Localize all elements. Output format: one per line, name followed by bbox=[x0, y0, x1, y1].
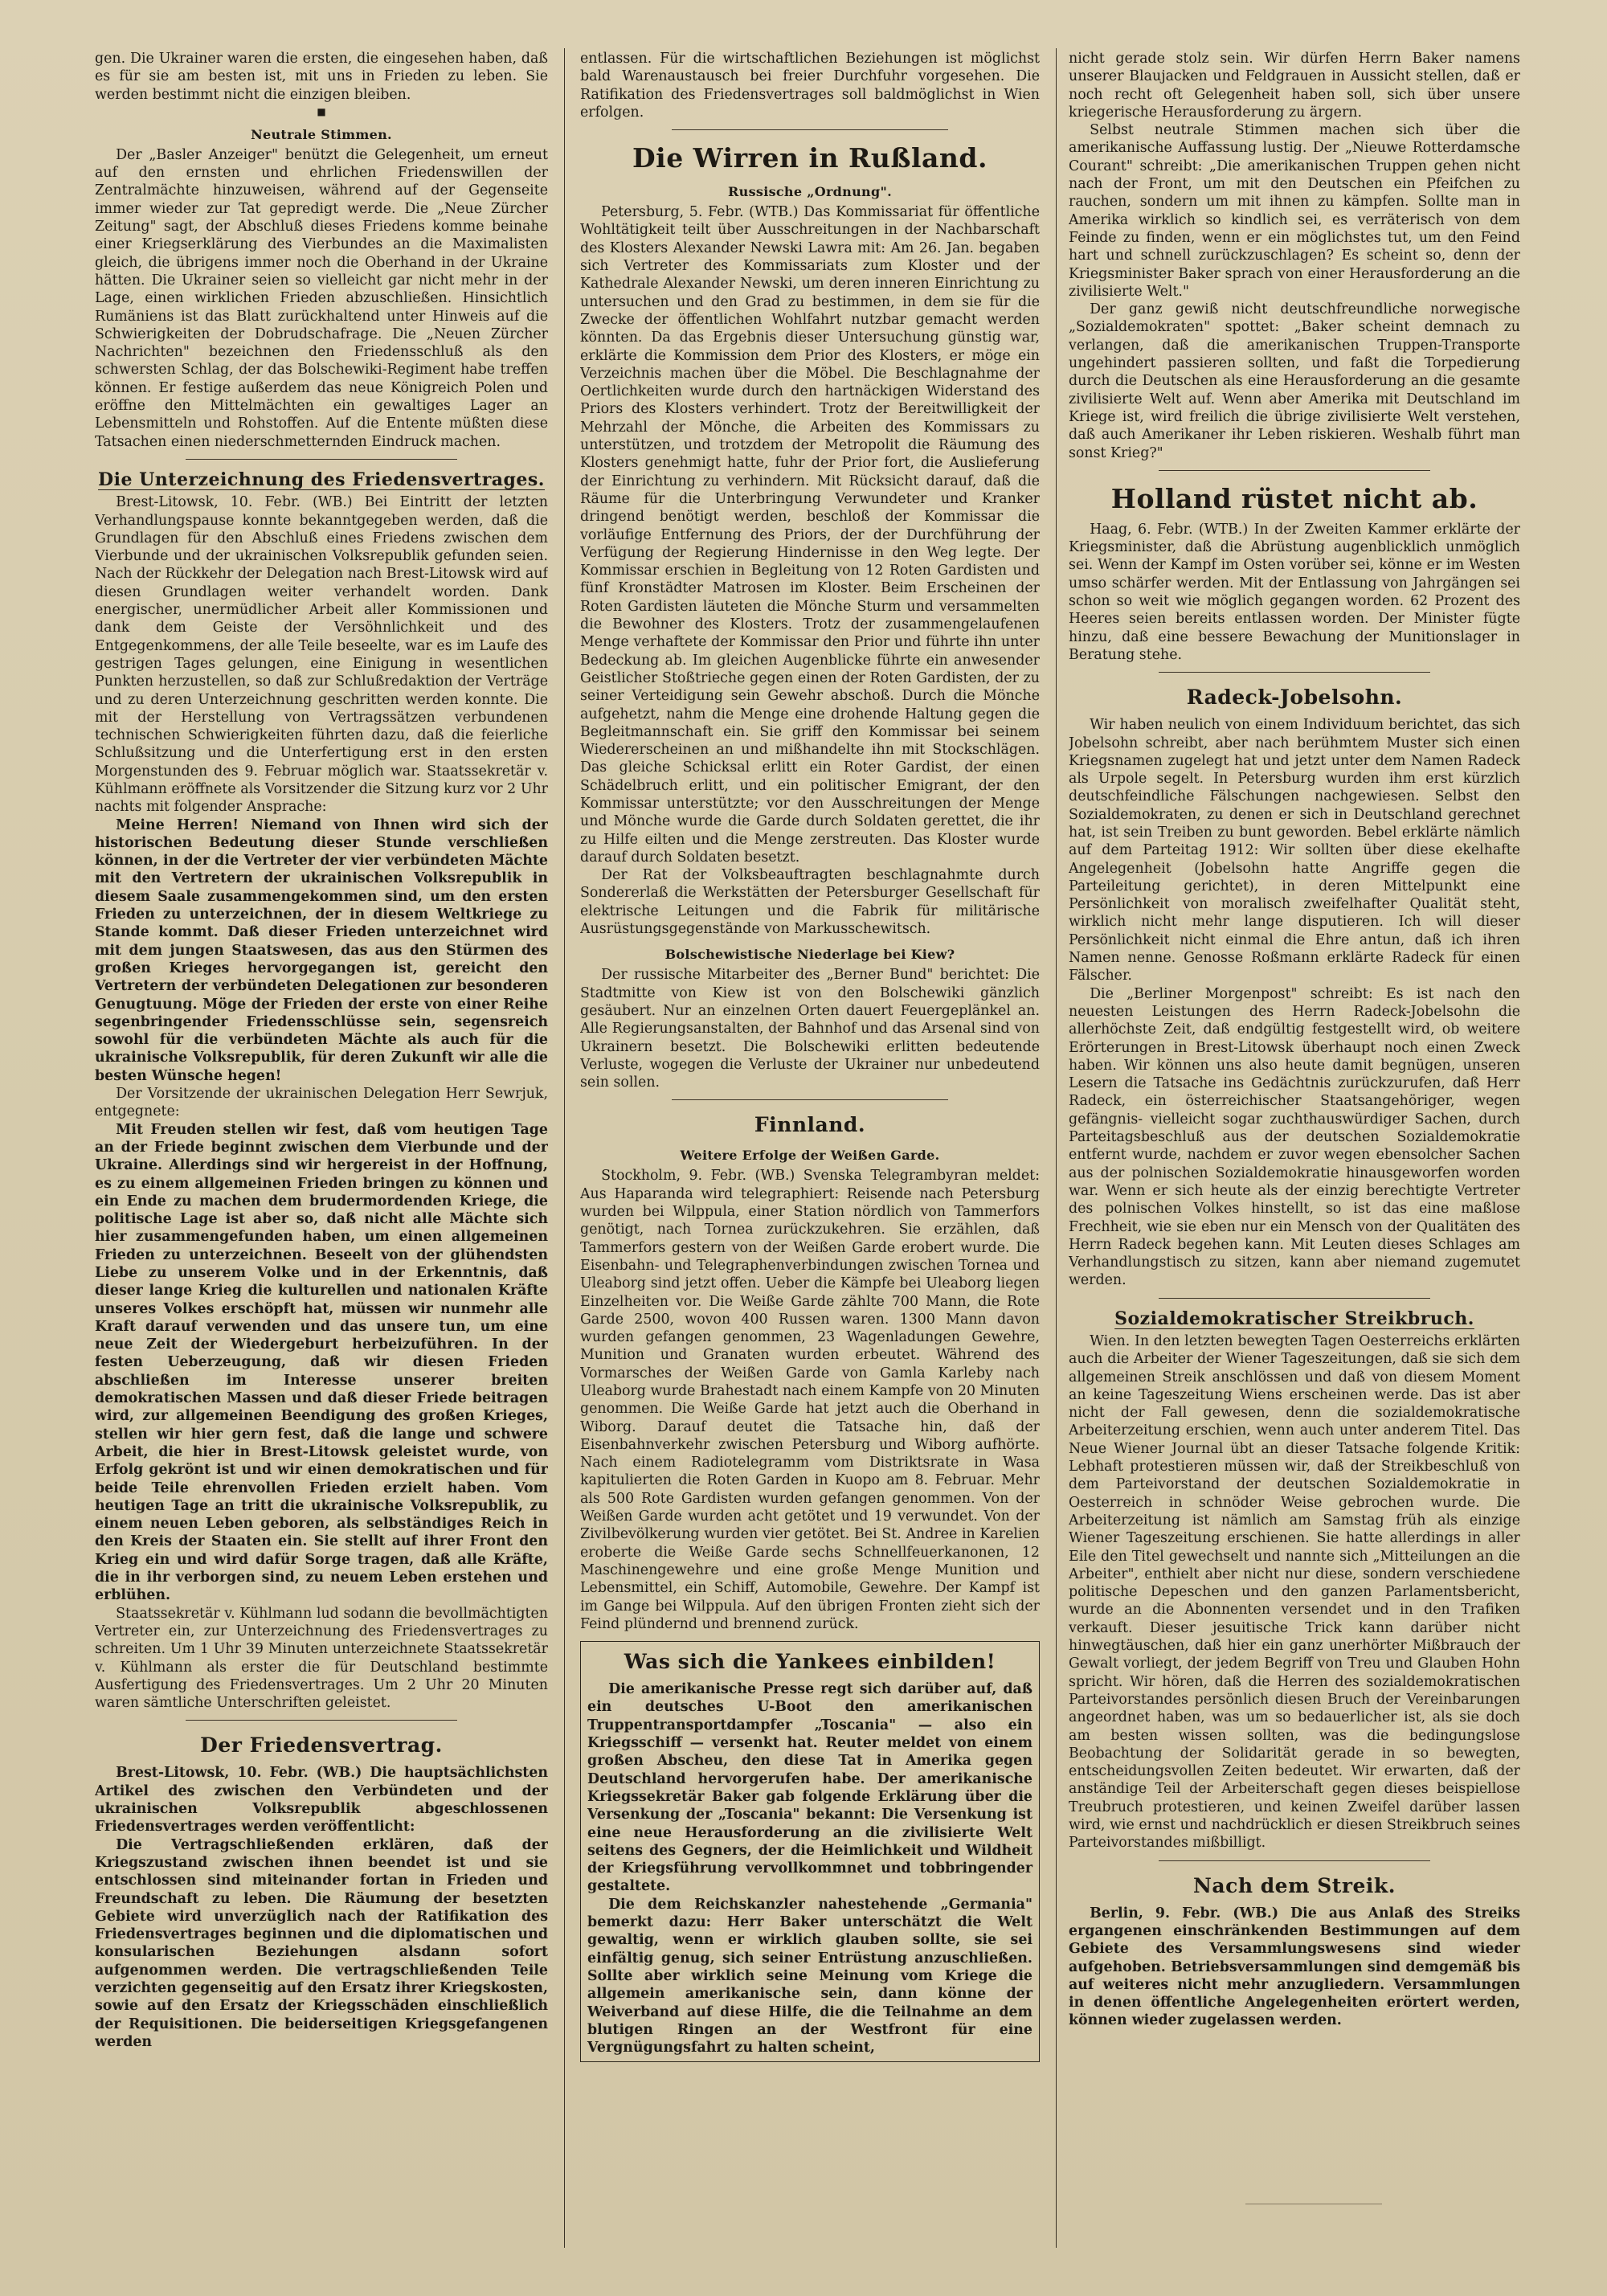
article-paragraph: Wien. In den letzten bewegten Tagen Oesterreichs erklärten auch die Arbeiter der Wiener Tageszeitungen, daß sie sich dem allgemeinen Streik anschlössen und daß von diesem Moment an keine Tageszeitung Wiens erscheinen werde. Das ist aber nicht der Fall gewesen, denn die sozialdemokratische Arbeiterzeitung erschien, wenn auch unter anderem Titel. Das Neue Wiener Journal übt an dieser Tatsache folgende Kritik: Lebhaft protestieren müssen wir, daß der Streikbeschluß von dem Parteivorstand der deutschen Sozialdemokratie in Oesterreich in schnöder Weise gebrochen wurde. Die Arbeiterzeitung ist nämlich am Samstag früh als einzige Wiener Tageszeitung erschienen. Sie hatte allerdings in aller Eile den Titel gewechselt und nannte sich „Mitteilungen an die Arbeiter", enthielt aber nicht nur diese, sondern verschiedene politische Depeschen und den ganzen Parlamentsbericht, wurde an die Abonnenten versendet und in den Trafiken verkauft. Dieser jesuitische Trick kann darüber nicht hinwegtäuschen, daß hier ein ganz unerhörter Mißbrauch der Gewalt vorliegt, der jedem Begriff von Treu und Glauben Hohn spricht. Wir hören, daß die Herren des sozialdemokratischen Parteivorstandes persönlich diesen Bruch der Vereinbarungen angeordnet haben, was um so bedauerlicher ist, als sie doch am besten wissen sollten, was die bedingungslose Beobachtung der Solidarität gerade in so bewegten, entscheidungsvollen Zeiten bedeutet. Wir erwarten, daß der anständige Teil der Arbeiterschaft gegen dieses beispiellose Treubruch protestieren, und keinen Zweifel darüber lassen wird, wie ernst und nachdrücklich er diesen Streikbruch seines Parteivorstandes mißbilligt. bbox=[1069, 1333, 1520, 1852]
article-paragraph: Der Vorsitzende der ukrainischen Delegation Herr Sewrjuk, entgegnete: bbox=[95, 1086, 548, 1120]
article-heading-treaty: Der Friedensvertrag. bbox=[200, 1733, 443, 1758]
article-heading-russia: Die Wirren in Rußland. bbox=[632, 142, 988, 174]
article-paragraph: Stockholm, 9. Febr. (WB.) Svenska Telegrambyran meldet: Aus Haparanda wird telegraphiert: Reisende nach Petersburg wurden bei Wilppula, einer Station nördlich von Tammerfors genötigt, nach Tornea zurückzukehren. Sie erzählen, daß Tammerfors gestern von der Weißen Garde erobert wurde. Die Eisenbahn- und Telegraphenverbindungen zwischen Tornea und Uleaborg sind jetzt offen. Ueber die Kämpfe bei Uleaborg liegen Einzelheiten vor. Die Weiße Garde zählte 700 Mann, die Rote Garde 2500, wovon 400 Russen waren. 1300 Mann davon wurden gefangen genommen, 23 Wagenladungen Gewehre, Munition und Granaten wurden erbeutet. Während des Vormarsches der Weißen Garde von Gamla Karleby nach Uleaborg wurde Brahestadt nach einem Kampfe von 20 Minuten genommen. Die Weiße Garde hat jetzt auch die Oberhand in Wiborg. Darauf deutet die Tatsache hin, daß der Eisenbahnverkehr zwischen Petersburg und Wiborg aufhörte. Nach einem Radiotelegramm vom Distriktsrate in Wasa kapitulierten die Roten Garden in Kuopo am 8. Februar. Mehr als 500 Rote Gardisten wurden gefangen genommen. Von der Weißen Garde wurden acht getötet und 19 verwundet. Von der Zivilbevölkerung wurden vier getötet. Bei St. Andree in Karelien eroberte die Weiße Garde sechs Schnellfeuerkanonen, 12 Maschinengewehre und eine große Menge Munition und Lebensmittel, ein Schiff, Automobile, Gewehre. Der Kampf ist im Gange bei Wilppula. Auf den übrigen Fronten zieht sich der Feind plündernd und brennend zurück. bbox=[580, 1168, 1040, 1632]
column-2 bbox=[580, 50, 1040, 2264]
divider bbox=[672, 1099, 947, 1100]
article-paragraph: Die dem Reichskanzler nahestehende „Germania" bemerkt dazu: Herr Baker unterschätzt die Welt gewaltig, wenn er wirklich glauben sollte, sie sei einfältig genug, sich seiner Entrüstung anzuschließen. Sollte aber wirklich seine Meinung vom Kriege die allgemein amerikanische sein, dann könne der Weiverband auf diese Hilfe, die die Teilnahme an dem blutigen Ringen an der Westfront für eine Vergnügungsfahrt zu halten scheint, bbox=[587, 1896, 1032, 2057]
article-paragraph: Der ganz gewiß nicht deutschfreundliche norwegische „Sozialdemokraten" spottet: „Baker scheint demnach zu verlangen, daß die amerikanischen Truppen-Transporte ungehindert passieren sollten, und faßt die Torpedierung durch die Deutschen als eine Herausforderung an die gesamte zivilisierte Welt auf. Wenn aber Amerika mit Deutschland im Kriege ist, wird freilich die übrige zivilisierte Welt verstehen, daß auch Amerikaner ihr Leben riskieren. Weshalb führt man sonst Krieg?" bbox=[1069, 301, 1520, 461]
article-paragraph: Brest-Litowsk, 10. Febr. (WB.) Bei Eintritt der letzten Verhandlungspause konnte bekanntgegeben werden, daß die Grundlagen für den Abschluß eines Friedens zwischen dem Vierbunde und der ukrainischen Volksrepublik gefunden seien. Nach der Rückkehr der Delegation nach Brest-Litowsk wird auf diesen Grundlagen weiter verhandelt worden. Dank energischer, unermüdlicher Arbeit aller Kommissionen und dank dem Geiste der Versöhnlichkeit und des Entgegenkommens, der alle Teile beseelte, war es im Laufe des gestrigen Tages gelungen, eine Einigung in wesentlichen Punkten herzustellen, so daß zur Schlußredaktion der Verträge und zu deren Unterzeichnung geschritten werden konnte. Die mit der Herstellung von Vertragssätzen verbundenen technischen Schwierigkeiten führten dazu, daß die feierliche Schlußsitzung und die Unterfertigung erst in den ersten Morgenstunden des 9. Februar möglich war. Staatssekretär v. Kühlmann eröffnete als Vorsitzender die Sitzung kurz vor 2 Uhr nachts mit folgender Ansprache: bbox=[95, 494, 548, 816]
divider bbox=[1159, 1298, 1429, 1299]
divider bbox=[672, 129, 947, 130]
column-3 bbox=[1069, 50, 1520, 2264]
article-heading-yankees: Was sich die Yankees einbilden! bbox=[624, 1650, 996, 1674]
column-rule-right bbox=[1056, 48, 1057, 2248]
article-heading-strikebreak: Sozialdemokratischer Streikbruch. bbox=[1114, 1308, 1474, 1329]
speech-sewrjuk: Mit Freuden stellen wir fest, daß vom heutigen Tage an der Friede beginnt zwischen dem Vierbunde und der Ukraine. Allerdings sind wir hergereist in der Hoffnung, es zu einem allgemeinen Frieden bringen zu können und ein Ende zu machen dem brudermordenden Kriege, die politische Lage ist aber so, daß nicht alle Mächte sich hier zusammengefunden haben, um einen allgemeinen Frieden zu unterzeichnen. Beseelt von der glühendsten Liebe zu unserem Volke und in der Erkenntnis, daß dieser lange Krieg die kulturellen und nationalen Kräfte unseres Volkes erschöpft hat, müssen wir nunmehr alle Kraft darauf verwenden und das unsere tun, um eine neue Zeit der Wiedergeburt herbeizuführen. In der festen Ueberzeugung, daß wir diesen Frieden abschließen im Interesse unserer breiten demokratischen Massen und daß dieser Friede beitragen wird, zur allgemeinen Beendigung des großen Krieges, stellen wir hier gern fest, daß die lange und schwere Arbeit, die hier in Brest-Litowsk geleistet wurde, von Erfolg gekrönt ist und wir einen demokratischen und für beide Teile ehrenvollen Frieden erzielt haben. Vom heutigen Tage an tritt die ukrainische Volksrepublik, zu einem neuen Leben geboren, als selbständiges Reich in den Kreis der Staaten ein. Sie stellt auf ihrer Front den Krieg ein und wird dafür Sorge tragen, daß alle Kräfte, die in ihr verborgen sind, zu neuem Leben erstehen und erblühen. bbox=[95, 1121, 548, 1604]
article-paragraph: Die Vertragschließenden erklären, daß der Kriegszustand zwischen ihnen beendet ist und sie entschlossen sind miteinander fortan in Frieden und Freundschaft zu leben. Die Räumung der besetzten Gebiete wird unverzüglich nach der Ratifikation des Friedensvertrages beginnen und die diplomatischen und konsularischen Beziehungen alsdann sofort aufgenommen werden. Die vertragschließenden Teile verzichten gegenseitig auf den Ersatz ihrer Kriegskosten, sowie auf den Ersatz der Kriegsschäden einschließlich der Requisitionen. Die beiderseitigen Kriegsgefangenen werden bbox=[95, 1836, 548, 2050]
article-paragraph: Staatssekretär v. Kühlmann lud sodann die bevollmächtigten Vertreter ein, zur Unterzeichnung des Friedensvertrages zu schreiten. Um 1 Uhr 39 Minuten unterzeichnete Staatssekretär v. Kühlmann als erster die für Deutschland bestimmte Ausfertigung des Friedensvertrages. Um 2 Uhr 20 Minuten waren sämtliche Unterschriften geleistet. bbox=[95, 1605, 548, 1712]
article-paragraph: Der „Basler Anzeiger" benützt die Gelegenheit, um erneut auf den ernsten und ehrlichen Friedenswillen der Zentralmächte hinzuweisen, während auf der Gegenseite immer wieder zur Tat gepredigt werde. Die „Neue Zürcher Zeitung" sagt, der Abschluß dieses Friedens komme beinahe einer Kriegserklärung des Vierbundes an die Maximalisten gleich, die übrigens immer noch die Oberhand in der Ukraine hätten. Die Ukrainer seien so vielleicht gar nicht mehr in der Lage, einen wirklichen Frieden abzuschließen. Hinsichtlich Rumäniens ist das Blatt zurückhaltend unter Hinweis auf die Schwierigkeiten der Dobrudschafrage. Die „Neuen Zürcher Nachrichten" bezeichnen den Friedensschluß als den schwersten Schlag, der das Bolschewiki-Regiment habe treffen können. Er festige außerdem das neue Königreich Polen und eröffne den Mittelmächten ein gewaltiges Lager an Lebensmitteln und Rohstoffen. Auf die Entente müßten diese Tatsachen einen niederschmetternden Eindruck machen. bbox=[95, 146, 548, 450]
divider bbox=[1159, 672, 1429, 673]
article-subheading-neutral-voices: Neutrale Stimmen. bbox=[251, 126, 392, 142]
continued-paragraph: nicht gerade stolz sein. Wir dürfen Herrn Baker namens unserer Blaujacken und Feldgrauen in Aussicht stellen, daß er noch recht oft Gelegenheit haben soll, sich über unsere kriegerische Herausforderung zu ärgern. bbox=[1069, 51, 1520, 121]
divider bbox=[1159, 470, 1429, 471]
article-paragraph: Haag, 6. Febr. (WTB.) In der Zweiten Kammer erklärte der Kriegsminister, daß die Abrüstung augenblicklich unmöglich sei. Wenn der Kampf im Osten vorüber sei, könne er im Westen umso schärfer werden. Mit der Entlassung von Jahrgängen sei schon so weit wie möglich gegangen worden. 62 Prozent des Heeres seien bereits entlassen worden. Der Minister fügte hinzu, daß eine bessere Bewachung der Munitionslager in Beratung stehe. bbox=[1069, 521, 1520, 663]
article-paragraph: Der russische Mitarbeiter des „Berner Bund" berichtet: Die Stadtmitte von Kiew ist von den Bolschewiki gänzlich gesäubert. Nur an einzelnen Orten dauert Feuergeplänkel an. Alle Regierungsanstalten, der Bahnhof und das Arsenal sind von Ukrainern besetzt. Die Bolschewiki erlitten bedeutende Verluste, wogegen die Verluste der Ukrainer nur unbedeutend sein sollen. bbox=[580, 967, 1040, 1091]
article-paragraph: Petersburg, 5. Febr. (WTB.) Das Kommissariat für öffentliche Wohltätigkeit teilt über Ausschreitungen in der Nachbarschaft des Klosters Alexander Newski Lawra mit: Am 26. Jan. begaben sich Vertreter des Kommissariats zum Kloster und der Kathedrale Alexander Newski, um deren inneren Einrichtung zu untersuchen und den Grad zu bestimmen, in dem sie für die Zwecke der öffentlichen Wohlfahrt nutzbar gemacht werden könnten. Da das Ergebnis dieser Untersuchung günstig war, erklärte die Kommission dem Prior des Klosters, er möge ein Verzeichnis machen über die Möbel. Die Beschlagnahme der Oertlichkeiten wurde durch den hartnäckigen Widerstand des Priors des Klosters verhindert. Trotz der Bereitwilligkeit der Mehrzahl der Mönche, die Arbeiten des Kommissars zu unterstützen, und trotzdem der Metropolit die Räumung des Klosters genehmigt hatte, fuhr der Prior fort, die Auslieferung der Einrichtung zu verhindern. Mit Rücksicht darauf, daß die Räume für die Unterbringung Verwundeter und Kranker dringend benötigt werden, beschloß der Kommissar die vorläufige Entfernung des Priors, der der Durchführung der Verfügung der Regierung Hindernisse in den Weg legte. Der Kommissar erschien in Begleitung von 12 Roten Gardisten und fünf Kronstädter Matrosen im Kloster. Beim Erscheinen der Roten Gardisten läuteten die Mönche Sturm und versammelten die Bewohner des Klosters. Trotz der zusammengelaufenen Menge verhaftete der Kommissar den Prior und führte ihn unter Bedeckung ab. Im gleichen Augenblicke führte ein anwesender Geistlicher Stoßtrieche gegen einen der Roten Gardisten, der zu seiner Verteidigung sein Gewehr abschoß. Durch die Mönche aufgehetzt, nahm die Menge eine drohende Haltung gegen die Begleitmannschaft ein. Sie griff den Kommissar bei seinem Wiedererscheinen an und mißhandelte ihn mit Stockschlägen. Das gleiche Schicksal erlitt ein Roter Gardist, der einen Schädelbruch erlitt, und ein politischer Emigrant, der den Kommissar unterstützte; vor den Ausschreitungen der Menge und Mönche wurde die Garde durch Soldaten gerettet, die ihr zu Hilfe eilten und die Menge zerstreuten. Das Kloster wurde darauf durch Soldaten besetzt. bbox=[580, 204, 1040, 866]
divider bbox=[1159, 1860, 1429, 1861]
article-heading-finland: Finnland. bbox=[754, 1113, 866, 1137]
continued-paragraph: entlassen. Für die wirtschaftlichen Beziehungen ist möglichst bald Warenaustausch bei freier Durchfuhr vorgesehen. Die Ratifikation des Friedensvertrages soll baldmöglichst in Wien erfolgen. bbox=[580, 51, 1040, 121]
article-paragraph: Brest-Litowsk, 10. Febr. (WB.) Die hauptsächlichsten Artikel des zwischen den Verbündeten und der ukrainischen Volksrepublik abgeschlossenen Friedensvertrages werden veröffentlicht: bbox=[95, 1765, 548, 1836]
article-paragraph: Selbst neutrale Stimmen machen sich über die amerikanische Auffassung lustig. Der „Nieuwe Rotterdamsche Courant" schreibt: „Die amerikanischen Truppen gehen nicht nach der Front, um mit den Deutschen ein Pfeifchen zu rauchen, sondern um mit ihnen zu kämpfen. Sollte man in Amerika wirklich so kindlich sei, es verräterisch von dem Feinde zu finden, wenn er ein möglichstes tut, um den Feind hart und schnell zurückzuschlagen? Es scheint so, denn der Kriegsminister Baker sprach von einer Herausforderung an die zivilisierte Welt." bbox=[1069, 122, 1520, 300]
article-subheading-kiev: Bolschewistische Niederlage bei Kiew? bbox=[664, 947, 955, 963]
article-paragraph: Die amerikanische Presse regt sich darüber auf, daß ein deutsches U-Boot den amerikanischen Truppentransportdampfer „Toscania" — also ein Kriegsschiff — versenkt hat. Reuter meldet von einem großen Abscheu, den diese Tat in Amerika gegen Deutschland hervorgerufen habe. Der amerikanische Kriegssekretär Baker gab folgende Erklärung über die Versenkung der „Toscania" bekannt: Die Versenkung ist eine neue Herausforderung an die zivilisierte Welt seitens des Gegners, der die Heimlichkeit und Wildheit der Kriegsführung vervollkommnet und tobbringender gestaltete. bbox=[587, 1681, 1032, 1895]
article-subheading-russian-order: Russische „Ordnung". bbox=[728, 184, 892, 200]
column-1 bbox=[95, 50, 548, 2264]
divider bbox=[186, 1720, 457, 1721]
boxed-article-yankees bbox=[580, 1641, 1040, 2062]
article-heading-signing: Die Unterzeichnung des Friedensvertrages. bbox=[98, 469, 545, 490]
article-heading-after-strike: Nach dem Streik. bbox=[1193, 1873, 1396, 1897]
article-heading-holland: Holland rüstet nicht ab. bbox=[1110, 482, 1478, 514]
article-paragraph: Wir haben neulich von einem Individuum berichtet, das sich Jobelsohn schreibt, aber nach berühmtem Muster sich einen Kriegsnamen zugelegt hat und jetzt unter dem Namen Radeck als Urpole segelt. In Petersburg wurden ihm erst kürzlich deutschfeindliche Fälschungen nachgewiesen. Selbst den Sozialdemokraten, zu denen er sich in Deutschland gerechnet hat, ist sein Treiben zu bunt geworden. Bebel erklärte nämlich auf dem Parteitag 1912: Wir sollten über diese ekelhafte Angelegenheit (Jobelsohn hatte Angriffe gegen die Parteileitung gerichtet), in deren Mittelpunkt eine Persönlichkeit von moralisch zweifelhafter Qualität steht, wirklich nicht mehr lange disputieren. Ich will dieser Persönlichkeit nicht einmal die Ehre antun, daß ich ihren Namen nenne. Genosse Roßmann erklärte Radeck für einen Fälscher. bbox=[1069, 717, 1520, 984]
article-paragraph: Der Rat der Volksbeauftragten beschlagnahmte durch Sondererlaß die Werkstätten der Petersburger Gesellschaft für elektrische Leitungen und die Fabrik für militärische Ausrüstungsgegenstände von Markusschewitsch. bbox=[580, 867, 1040, 938]
separator-dot: ■ bbox=[317, 105, 326, 117]
article-subheading-white-guard: Weitere Erfolge der Weißen Garde. bbox=[680, 1148, 940, 1164]
article-paragraph: Berlin, 9. Febr. (WB.) Die aus Anlaß des Streiks ergangenen einschränkenden Bestimmungen auf dem Gebiete des Versammlungswesens sind wieder aufgehoben. Betriebsversammlungen sind demgemäß bis auf weiteres nicht mehr anzugliedern. Versammlungen in denen öffentliche Angelegenheiten erörtert werden, können wieder zugelassen werden. bbox=[1069, 1905, 1520, 2029]
continued-paragraph: gen. Die Ukrainer waren die ersten, die eingesehen haben, daß es für sie am besten ist, mit uns in Frieden zu leben. Sie werden bestimmt nicht die einzigen bleiben. bbox=[95, 51, 548, 103]
speech-kuehlmann: Meine Herren! Niemand von Ihnen wird sich der historischen Bedeutung dieser Stunde verschließen können, in der die Vertreter der vier verbündeten Mächte mit den Vertretern der ukrainischen Volksrepublik in diesem Saale zusammengekommen sind, um den ersten Frieden zu unterzeichnen, der in diesem Weltkriege zu Stande kommt. Daß dieser Frieden unterzeichnet wird mit dem jungen Staatswesen, das aus den Stürmen des großen Krieges hervorgegangen ist, gereicht den Vertretern der verbündeten Delegationen zur besonderen Genugtuung. Möge der Frieden der erste von einer Reihe segenbringender Friedensschlüsse sein, segensreich sowohl für die verbündeten Mächte als auch für die ukrainische Volksrepublik, für deren Zukunft wir alle die besten Wünsche hegen! bbox=[95, 816, 548, 1084]
article-paragraph: Die „Berliner Morgenpost" schreibt: Es ist nach den neuesten Leistungen des Herrn Radeck-Jobelsohn die allerhöchste Zeit, daß endgültig festgestellt wird, ob weitere Erörterungen in Brest-Litowsk überhaupt noch einen Zweck haben. Wir können uns also heute damit begnügen, unseren Lesern die Tatsache ins Gedächtnis zurückzurufen, daß Herr Radeck, ein österreichischer Staatsangehöriger, wegen gefängnis- vielleicht sogar zuchthauswürdiger Sachen, durch Parteitagsbeschluß aus der deutschen Sozialdemokratie entfernt wurde, nachdem er zuvor wegen ebensolcher Sachen aus der polnischen Sozialdemokratie hinausgeworfen worden war. Wenn er sich heute als der einzig berechtigte Vertreter des polnischen Volkes hinstellt, so ist das eine maßlose Frechheit, wie sie eben nur ein Mensch von der Qualitäten des Herrn Radeck begehen kann. Mit Leuten dieses Schlages am Verhandlungstisch zu sitzen, kann aber niemand zugemutet werden. bbox=[1069, 985, 1520, 1289]
divider bbox=[186, 459, 457, 460]
column-rule-left bbox=[564, 48, 565, 2248]
ink-stamp-mark bbox=[1245, 2186, 1382, 2204]
article-heading-radek: Radeck-Jobelsohn. bbox=[1186, 686, 1403, 710]
